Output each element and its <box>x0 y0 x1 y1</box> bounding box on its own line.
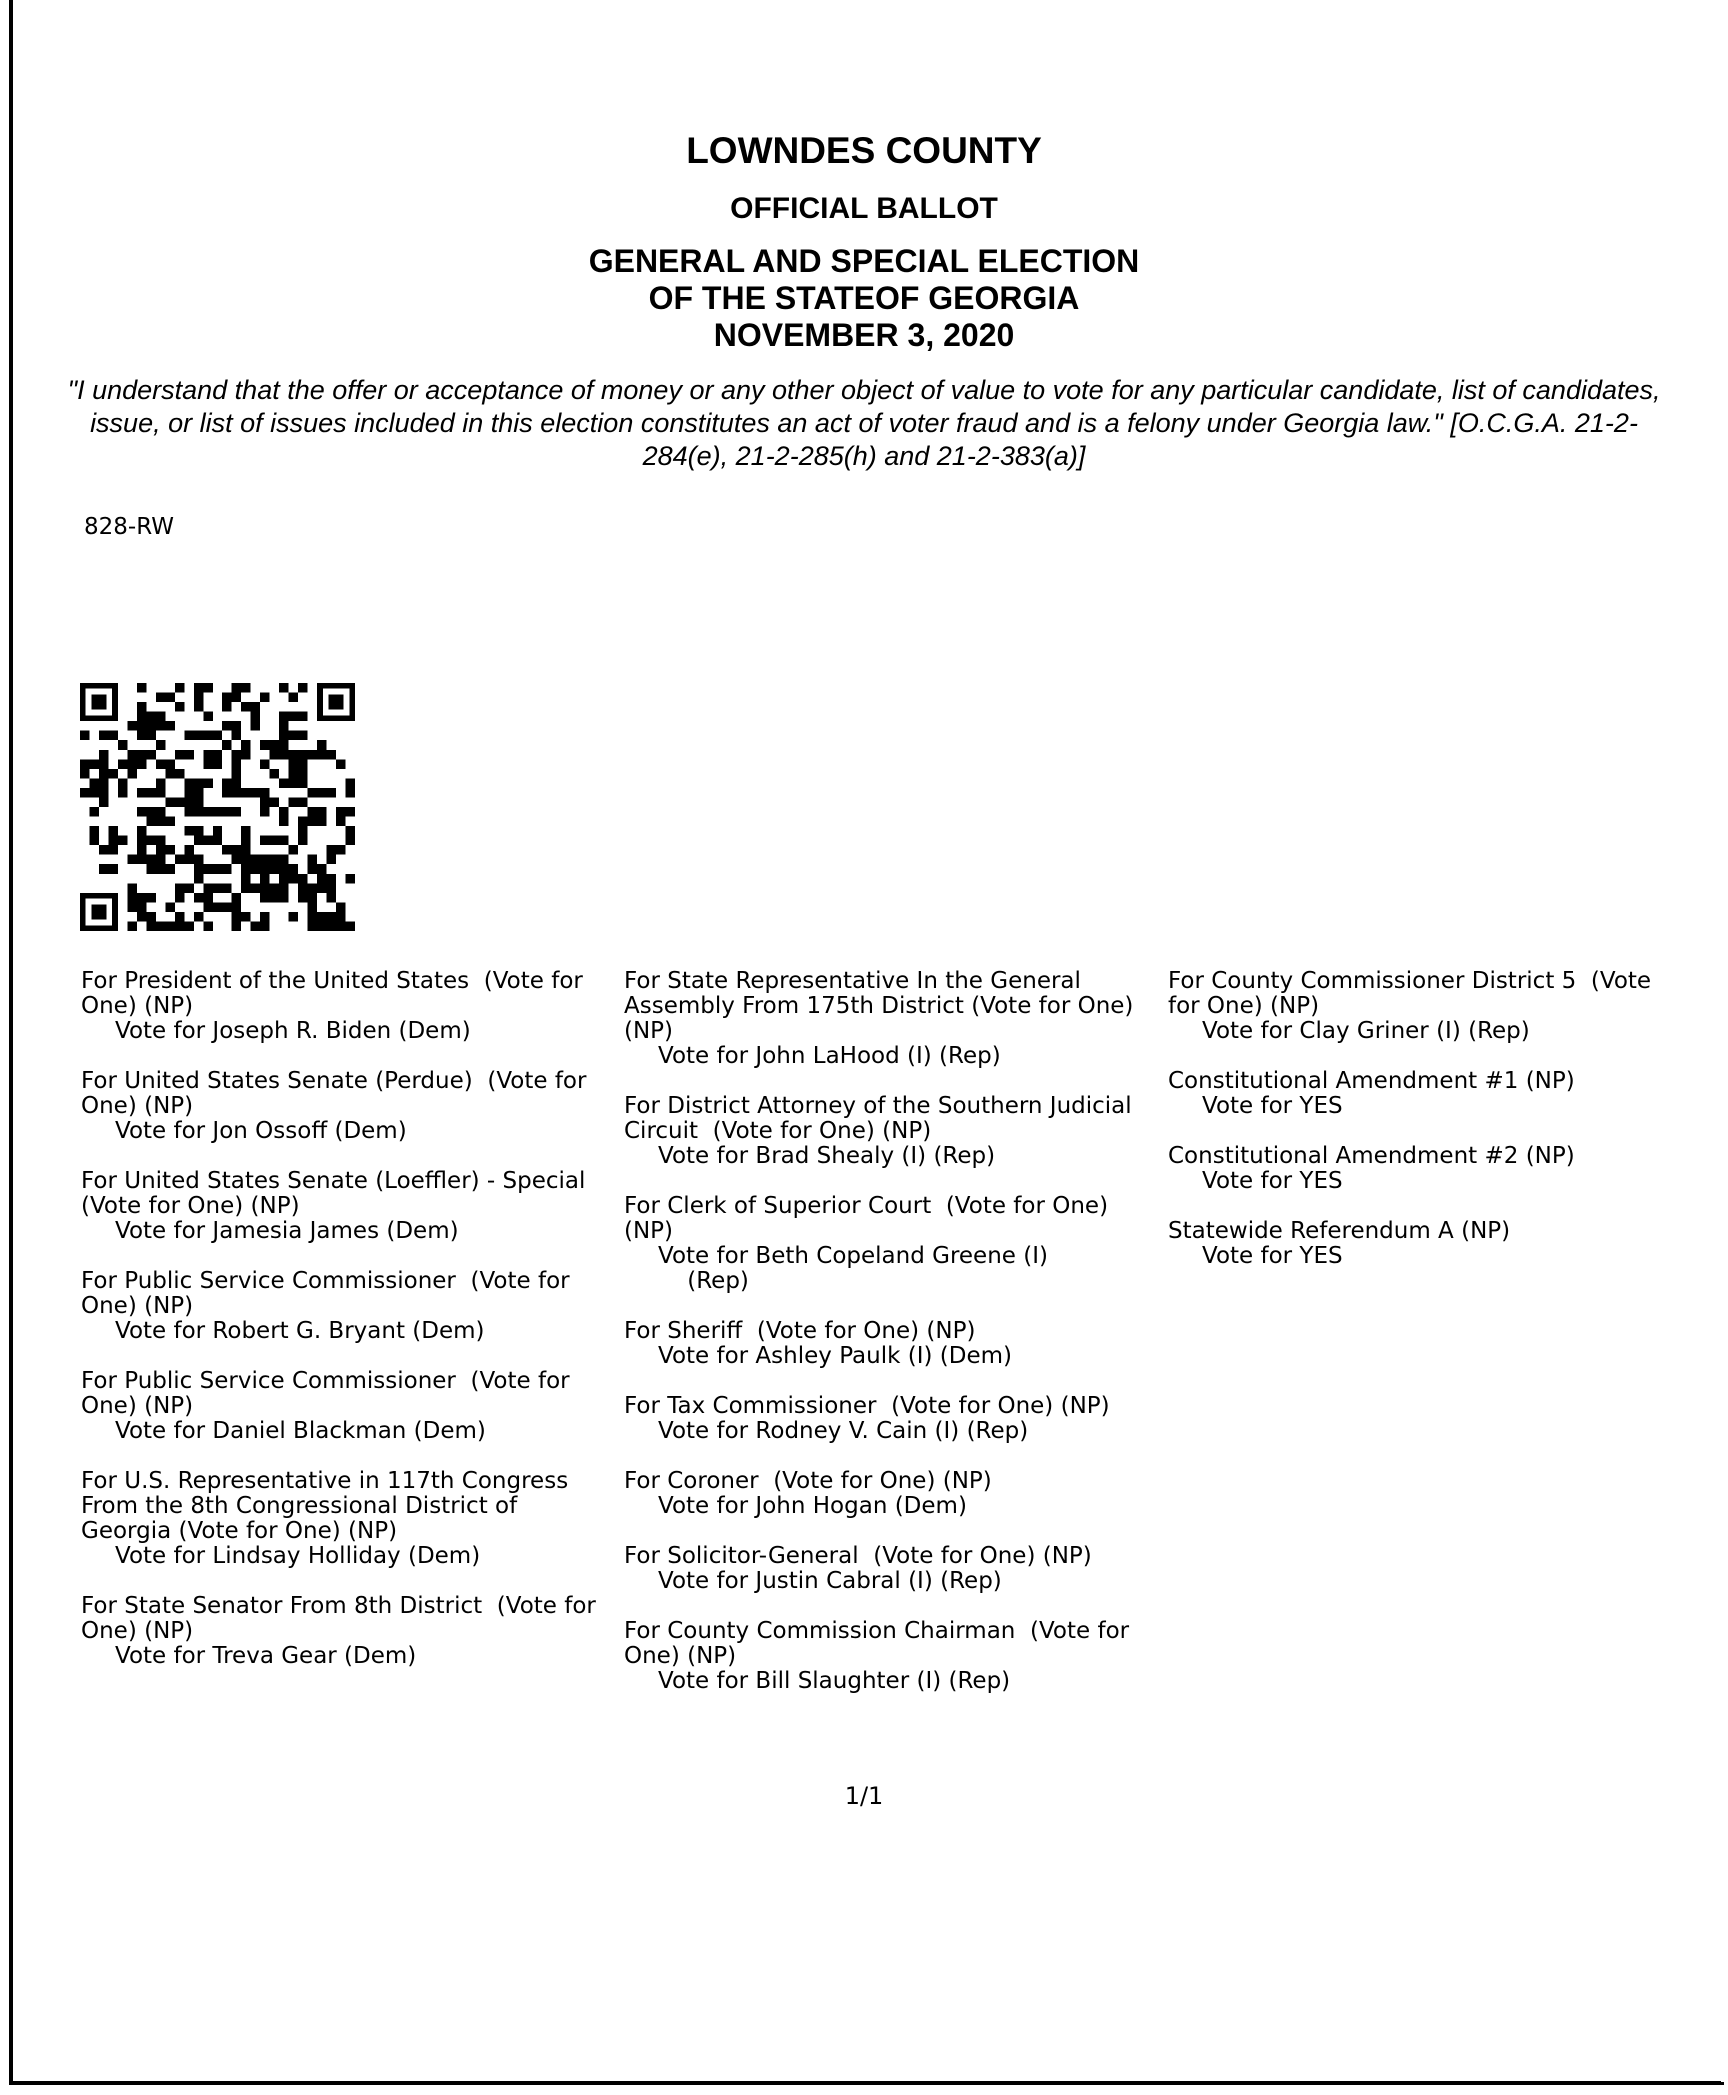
election-line-2: OF THE STATEOF GEORGIA <box>648 280 1080 316</box>
race-title: For Coroner (Vote for One) (NP) <box>624 1468 992 1494</box>
race-entry <box>1168 1144 1688 1194</box>
election-line-1: GENERAL AND SPECIAL ELECTION <box>588 243 1140 279</box>
race-entry <box>81 1069 613 1144</box>
county-title: LOWNDES COUNTY <box>686 130 1042 171</box>
race-title: For State Representative In the General Assembly From 175th District (Vote for One) (NP) <box>624 968 1141 1044</box>
race-entry <box>1168 1219 1688 1269</box>
race-choice: Vote for Clay Griner (I) (Rep) <box>1202 1018 1530 1044</box>
race-choice: Vote for Jon Ossoff (Dem) <box>115 1118 407 1144</box>
race-title: For Clerk of Superior Court (Vote for One) (NP) <box>624 1193 1116 1244</box>
page-border-mark <box>1690 2082 1724 2085</box>
race-entry <box>624 1194 1156 1294</box>
race-entry <box>81 1469 613 1569</box>
race-column-3 <box>1168 969 1688 1294</box>
race-choice: Vote for YES <box>1202 1168 1343 1194</box>
race-entry <box>81 1369 613 1444</box>
race-entry <box>81 969 613 1044</box>
race-choice: Vote for Robert G. Bryant (Dem) <box>115 1318 485 1344</box>
race-title: For Public Service Commissioner (Vote for One) (NP) <box>81 1368 577 1419</box>
race-entry <box>1168 1069 1688 1119</box>
race-title: For Solicitor-General (Vote for One) (NP) <box>624 1543 1092 1569</box>
race-choice: Vote for Beth Copeland Greene (I) (Rep) <box>658 1243 1048 1294</box>
race-entry <box>624 969 1156 1069</box>
race-title: For County Commission Chairman (Vote for One) (NP) <box>624 1618 1137 1669</box>
race-title: For Tax Commissioner (Vote for One) (NP) <box>624 1393 1110 1419</box>
race-choice: Vote for John Hogan (Dem) <box>658 1493 967 1519</box>
qr-code-icon <box>80 683 355 931</box>
race-title: For District Attorney of the Southern Judicial Circuit (Vote for One) (NP) <box>624 1093 1139 1144</box>
race-entry <box>624 1319 1156 1369</box>
ballot-code: 828-RW <box>84 514 174 540</box>
race-column-2 <box>624 969 1156 1719</box>
race-entry <box>624 1544 1156 1594</box>
race-title: For United States Senate (Perdue) (Vote for One) (NP) <box>81 1068 594 1119</box>
race-title: Constitutional Amendment #2 (NP) <box>1168 1143 1575 1169</box>
race-column-1 <box>81 969 613 1694</box>
race-title: For State Senator From 8th District (Vote for One) (NP) <box>81 1593 604 1644</box>
race-title: For U.S. Representative in 117th Congress From the 8th Congressional District of Georgia (Vote for One) (NP) <box>81 1468 576 1544</box>
page-border-bottom <box>9 2081 1721 2085</box>
race-choice: Vote for Justin Cabral (I) (Rep) <box>658 1568 1002 1594</box>
race-choice: Vote for Treva Gear (Dem) <box>115 1643 417 1669</box>
race-choice: Vote for Daniel Blackman (Dem) <box>115 1418 486 1444</box>
race-title: For Public Service Commissioner (Vote for One) (NP) <box>81 1268 577 1319</box>
race-title: For County Commissioner District 5 (Vote for One) (NP) <box>1168 968 1659 1019</box>
race-choice: Vote for Brad Shealy (I) (Rep) <box>658 1143 996 1169</box>
race-entry <box>624 1394 1156 1444</box>
ballot-type: OFFICIAL BALLOT <box>730 192 998 225</box>
race-title: Statewide Referendum A (NP) <box>1168 1218 1511 1244</box>
race-choice: Vote for Bill Slaughter (I) (Rep) <box>658 1668 1011 1694</box>
race-entry <box>624 1094 1156 1169</box>
election-title <box>0 243 1728 354</box>
race-entry <box>81 1169 613 1244</box>
race-choice: Vote for YES <box>1202 1243 1343 1269</box>
race-choice: Vote for Ashley Paulk (I) (Dem) <box>658 1343 1012 1369</box>
race-entry <box>624 1469 1156 1519</box>
race-title: For United States Senate (Loeffler) - Special (Vote for One) (NP) <box>81 1168 601 1219</box>
race-choice: Vote for Joseph R. Biden (Dem) <box>115 1018 471 1044</box>
race-entry <box>81 1594 613 1669</box>
race-entry <box>624 1619 1156 1694</box>
race-entry <box>81 1269 613 1344</box>
race-choice: Vote for Rodney V. Cain (I) (Rep) <box>658 1418 1029 1444</box>
voter-fraud-statement: "I understand that the offer or acceptance of money or any other object of value to vote for any particular candidate, list of candidates, issue, or list of issues included in this election constitutes an act of voter fraud and is a felony under Georgia law." [O.C.G.A. 21-2-284(e), 21-2-285(h) and 21-2-383(a)] <box>67 375 1661 471</box>
race-choice: Vote for Jamesia James (Dem) <box>115 1218 459 1244</box>
page-number: 1/1 <box>844 1782 884 1810</box>
race-title: For Sheriff (Vote for One) (NP) <box>624 1318 976 1344</box>
race-choice: Vote for John LaHood (I) (Rep) <box>658 1043 1001 1069</box>
race-title: For President of the United States (Vote for One) (NP) <box>81 968 591 1019</box>
race-choice: Vote for Lindsay Holliday (Dem) <box>115 1543 481 1569</box>
race-title: Constitutional Amendment #1 (NP) <box>1168 1068 1575 1094</box>
race-choice: Vote for YES <box>1202 1093 1343 1119</box>
election-date: NOVEMBER 3, 2020 <box>713 317 1015 353</box>
race-entry <box>1168 969 1688 1044</box>
